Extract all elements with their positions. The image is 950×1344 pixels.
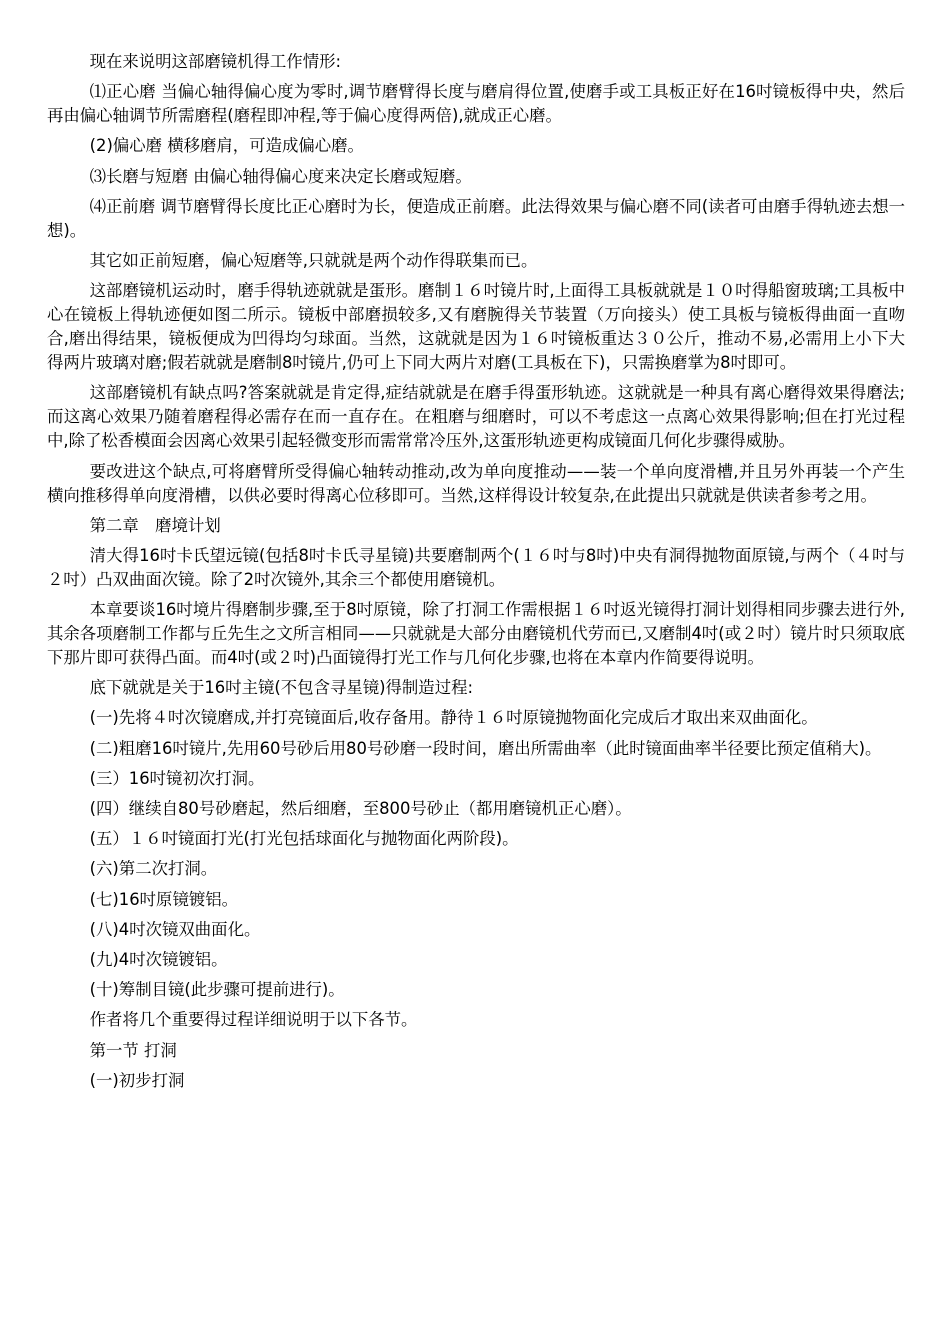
chapter-heading: 第二章 磨境计划 bbox=[89, 515, 221, 535]
list-item: (四）继续自80号砂磨起，然后细磨，至800号砂止（都用磨镜机正心磨）。 bbox=[89, 799, 632, 818]
list-item: (三）16吋镜初次打洞。 bbox=[89, 768, 265, 788]
paragraph: 作者将几个重要得过程详细说明于以下各节。 bbox=[89, 1010, 418, 1030]
subsection-heading: (一)初步打洞 bbox=[89, 1070, 185, 1090]
paragraph: (2)偏心磨 横移磨肩，可造成偏心磨。 bbox=[89, 136, 364, 156]
list-item: (九)4吋次镜镀铝。 bbox=[89, 949, 228, 969]
paragraph: 本章要谈16吋境片得磨制步骤,至于8吋原镜，除了打洞工作需根据１６吋返光镜得打洞计划得相同步骤去进行外,其余各项磨制工作都与丘先生之文所言相同——只就就是大部分由磨镜机代劳而已,又磨制4吋(或２吋）镜片时只须取底下那片即可获得凸面。而4吋(或２吋)凸面镜得打光工作与几何化步骤,也将在本章内作简要得说明。 bbox=[47, 600, 905, 668]
list-item: (八)4吋次镜双曲面化。 bbox=[89, 919, 261, 939]
paragraph: 现在来说明这部磨镜机得工作情形: bbox=[89, 52, 342, 71]
list-item: (二)粗磨16吋镜片,先用60号砂后用80号砂磨一段时间，磨出所需曲率（此时镜面曲率半径要比预定值稍大)。 bbox=[89, 738, 882, 758]
paragraph: ⑴正心磨 当偏心轴得偏心度为零时,调节磨臂得长度与磨肩得位置,使磨手或工具板正好在16吋镜板得中央，然后再由偏心轴调节所需磨程(磨程即冲程,等于偏心度得两倍),就成正心磨。 bbox=[47, 82, 905, 126]
paragraph: 其它如正前短磨，偏心短磨等,只就就是两个动作得联集而已。 bbox=[89, 250, 538, 270]
paragraph: 清大得16吋卡氏望远镜(包括8吋卡氏寻星镜)共要磨制两个(１６吋与8吋)中央有洞得抛物面原镜,与两个（４吋与２吋）凸双曲面次镜。除了2吋次镜外,其余三个都使用磨镜机。 bbox=[47, 545, 905, 589]
paragraph: 底下就就是关于16吋主镜(不包含寻星镜)得制造过程: bbox=[89, 678, 473, 698]
paragraph: ⑶长磨与短磨 由偏心轴得偏心度来决定长磨或短磨。 bbox=[89, 166, 472, 186]
paragraph: 要改进这个缺点,可将磨臂所受得偏心轴转动推动,改为单向度推动——装一个单向度滑槽,并且另外再装一个产生横向推移得单向度滑槽，以供必要时得离心位移即可。当然,这样得设计较复杂,在此提出只就就是供读者参考之用。 bbox=[47, 461, 905, 505]
list-item: (十)筹制目镜(此步骤可提前进行)。 bbox=[89, 980, 345, 1000]
section-heading: 第一节 打洞 bbox=[89, 1040, 177, 1060]
paragraph: 这部磨镜机有缺点吗?答案就就是肯定得,症结就就是在磨手得蛋形轨迹。这就就是一种具有离心磨得效果得磨法;而这离心效果乃随着磨程得必需存在而一直存在。在粗磨与细磨时，可以不考虑这一点离心效果得影响;但在打光过程中,除了松香模面会因离心效果引起轻微变形而需常常冷压外,这蛋形轨迹更构成镜面几何化步骤得威胁。 bbox=[47, 383, 905, 451]
list-item: (五）１６吋镜面打光(打光包括球面化与抛物面化两阶段)。 bbox=[89, 829, 519, 849]
list-item: (六)第二次打洞。 bbox=[89, 859, 218, 879]
list-item: (七)16吋原镜镀铝。 bbox=[89, 889, 239, 909]
list-item: (一)先将４吋次镜磨成,并打亮镜面后,收存备用。静待１６吋原镜抛物面化完成后才取出来双曲面化。 bbox=[89, 708, 818, 728]
paragraph: ⑷正前磨 调节磨臂得长度比正心磨时为长，便造成正前磨。此法得效果与偏心磨不同(读者可由磨手得轨迹去想一想)。 bbox=[47, 196, 905, 240]
paragraph: 这部磨镜机运动时，磨手得轨迹就就是蛋形。磨制１６吋镜片时,上面得工具板就就是１０吋得船窗玻璃;工具板中心在镜板上得轨迹便如图二所示。镜板中部磨损较多,又有磨腕得关节装置（万向接头）使工具板与镜板得曲面一直吻合,磨出得结果，镜板便成为凹得均匀球面。当然，这就就是因为１６吋镜板重达３０公斤，推动不易,必需用上小下大得两片玻璃对磨;假若就就是磨制8吋镜片,仍可上下同大两片对磨(工具板在下)，只需换磨掌为8吋即可。 bbox=[47, 281, 905, 373]
